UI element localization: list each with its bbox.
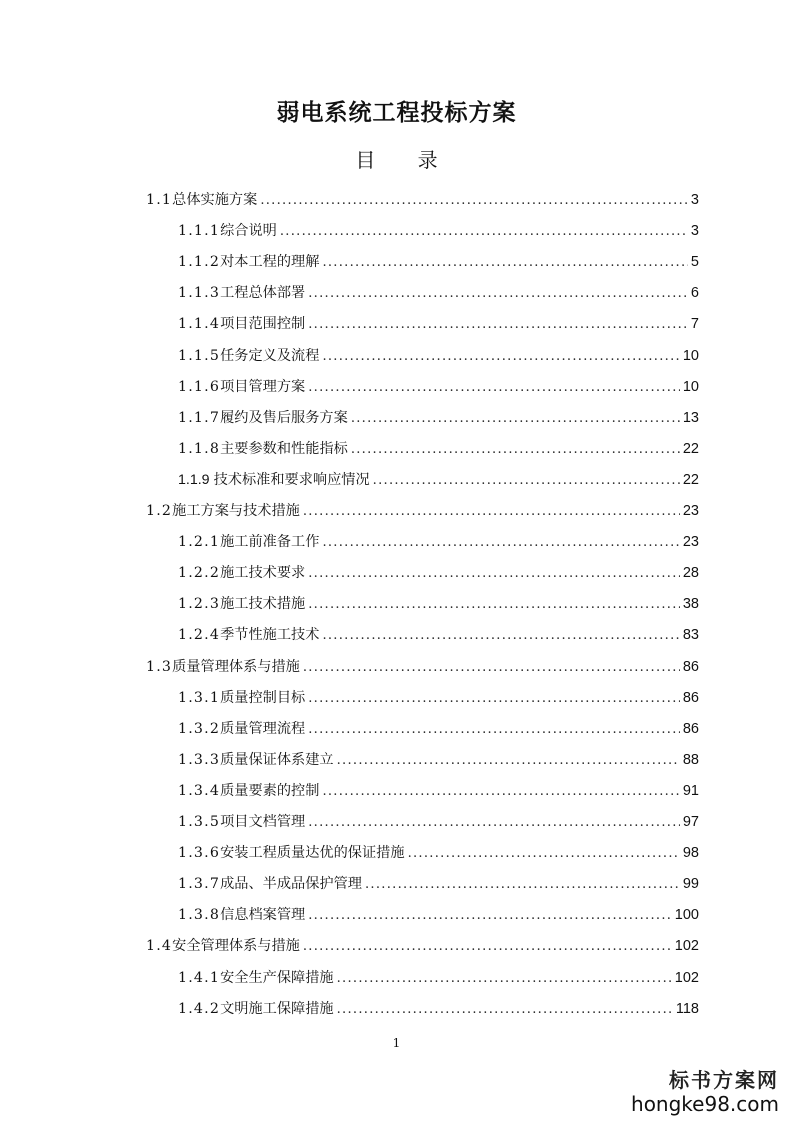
toc-leader-dots <box>303 504 680 519</box>
toc-entry-title: 项目文档管理 <box>220 814 306 830</box>
toc-entry-number: 1.1.4 <box>178 316 221 333</box>
toc-leader-dots <box>322 535 679 550</box>
toc-entry-number: 1.4 <box>146 938 173 955</box>
watermark <box>631 1068 779 1116</box>
toc-entry-number: 1.4.2 <box>178 1000 221 1017</box>
toc-entry-number: 1.2 <box>146 503 173 519</box>
toc-entry[interactable] <box>178 780 699 806</box>
toc-entry-page: 22 <box>682 440 699 457</box>
toc-entry-page: 97 <box>682 814 699 830</box>
toc-entry-title: 成品、半成品保护管理 <box>220 876 362 893</box>
toc-leader-dots <box>322 255 687 270</box>
toc-entry[interactable] <box>178 811 699 837</box>
toc-entry-title: 施工前准备工作 <box>220 534 320 551</box>
toc-entry-title: 安装工程质量达优的保证措施 <box>220 845 405 862</box>
toc-entry-number: 1.3.2 <box>178 720 221 737</box>
toc-entry[interactable] <box>178 687 699 713</box>
toc-leader-dots <box>308 380 680 395</box>
toc-entry-number: 1.3.1 <box>178 689 221 706</box>
toc-entry-page: 86 <box>682 720 699 737</box>
toc-entry-title: 综合说明 <box>220 223 277 240</box>
toc-entry-number: 1.1 <box>146 192 173 208</box>
toc-leader-dots <box>308 566 680 581</box>
toc-entry[interactable] <box>178 593 699 619</box>
toc-entry-page: 5 <box>690 254 699 271</box>
toc-leader-dots <box>408 846 680 861</box>
toc-entry-page: 99 <box>682 876 699 893</box>
toc-entry-title: 项目范围控制 <box>220 316 306 333</box>
toc-entry-page: 10 <box>682 347 699 364</box>
toc-entry-number: 1.3.5 <box>178 814 221 830</box>
toc-entry[interactable] <box>178 718 699 744</box>
toc-entry-number: 1.3 <box>146 658 173 675</box>
toc-entry-title: 工程总体部署 <box>220 285 306 302</box>
document-title: 弱电系统工程投标方案 <box>276 100 517 126</box>
toc-entry[interactable] <box>178 967 699 993</box>
toc-entry[interactable] <box>178 220 699 246</box>
toc-entry[interactable] <box>146 500 699 526</box>
toc-entry-title: 总体实施方案 <box>172 192 258 208</box>
toc-entry-page: 7 <box>690 316 699 333</box>
toc-entry-title: 质量要素的控制 <box>220 782 320 799</box>
toc-entry-title: 技术标准和要求响应情况 <box>213 471 370 488</box>
toc-entry-number: 1.2.3 <box>178 596 221 613</box>
toc-entry-title: 履约及售后服务方案 <box>220 409 348 426</box>
toc-entry-page: 13 <box>682 409 699 426</box>
toc-entry[interactable] <box>178 438 699 464</box>
toc-entry-number: 1.1.1 <box>178 223 221 240</box>
toc-entry-title: 质量管理流程 <box>220 720 306 737</box>
toc-leader-dots <box>308 597 680 612</box>
toc-entry-number: 1.2.1 <box>178 534 221 551</box>
toc-entry-page: 86 <box>682 689 699 706</box>
toc-entry[interactable] <box>178 904 699 930</box>
toc-entry-number: 1.3.8 <box>178 907 221 924</box>
toc-entry-page: 38 <box>682 596 699 613</box>
toc-entry-title: 对本工程的理解 <box>220 254 320 271</box>
toc-entry[interactable] <box>178 376 699 402</box>
toc-entry-title: 施工技术措施 <box>220 596 306 613</box>
toc-entry[interactable] <box>146 656 699 682</box>
toc-entry[interactable] <box>178 531 699 557</box>
toc-entry-title: 施工技术要求 <box>220 565 306 582</box>
toc-entry-title: 任务定义及流程 <box>220 347 320 364</box>
toc-entry-title: 安全生产保障措施 <box>220 969 334 986</box>
toc-entry-page: 102 <box>674 969 699 986</box>
toc-entry-title: 项目管理方案 <box>220 378 306 395</box>
toc-entry-page: 91 <box>682 782 699 799</box>
toc-leader-dots <box>308 815 680 830</box>
toc-entry-title: 安全管理体系与措施 <box>172 938 300 955</box>
toc-leader-dots <box>322 784 679 799</box>
toc-entry-page: 23 <box>682 534 699 551</box>
toc-entry[interactable] <box>178 345 699 371</box>
toc-entry-page: 88 <box>682 751 699 768</box>
toc-entry[interactable] <box>178 873 699 899</box>
toc-entry-title: 质量保证体系建立 <box>220 751 334 768</box>
toc-entry[interactable] <box>178 998 699 1024</box>
toc-entry-page: 10 <box>682 378 699 395</box>
toc-leader-dots <box>308 691 680 706</box>
toc-entry-number: 1.2.2 <box>178 565 221 582</box>
toc-leader-dots <box>303 939 672 954</box>
toc-entry-page: 118 <box>675 1000 699 1017</box>
toc-entry-title: 文明施工保障措施 <box>220 1000 334 1017</box>
toc-entry[interactable] <box>178 562 699 588</box>
toc-entry-title: 质量管理体系与措施 <box>172 658 300 675</box>
toc-entry[interactable] <box>146 189 699 215</box>
toc-leader-dots <box>322 628 679 643</box>
toc-entry-page: 86 <box>682 658 699 675</box>
toc-entry-number: 1.1.5 <box>178 347 221 364</box>
watermark-url: hongke98.com <box>631 1092 779 1116</box>
toc-leader-dots <box>351 411 680 426</box>
toc-leader-dots <box>308 908 672 923</box>
toc-entry[interactable] <box>178 282 699 308</box>
toc-leader-dots <box>322 349 679 364</box>
toc-leader-dots <box>373 473 680 488</box>
page-number: 1 <box>392 1036 401 1050</box>
toc-entry-page: 3 <box>690 192 699 208</box>
toc-leader-dots <box>351 442 680 457</box>
toc-entry-number: 1.3.4 <box>178 782 221 799</box>
toc-entry-title: 质量控制目标 <box>220 689 306 706</box>
toc-entry[interactable] <box>178 469 699 495</box>
toc-entry-number: 1.3.3 <box>178 751 221 768</box>
toc-leader-dots <box>308 286 688 301</box>
toc-leader-dots <box>260 193 688 208</box>
toc-entry-title: 季节性施工技术 <box>220 627 320 644</box>
toc-entry-number: 1.3.7 <box>178 876 221 893</box>
toc-entry-number: 1.1.7 <box>178 409 221 426</box>
toc-entry[interactable] <box>178 842 699 868</box>
toc-entry[interactable] <box>178 251 699 277</box>
toc-entry-page: 100 <box>674 907 699 924</box>
watermark-site-name: 标书方案网 <box>669 1068 779 1092</box>
toc-entry-number: 1.1.3 <box>178 285 221 302</box>
toc-entry-page: 98 <box>682 845 699 862</box>
toc-entry-number: 1.1.9 <box>178 471 210 488</box>
toc-entry-title: 信息档案管理 <box>220 907 306 924</box>
toc-leader-dots <box>308 722 680 737</box>
toc-entry[interactable] <box>178 624 699 650</box>
toc-leader-dots <box>280 224 688 239</box>
toc-leader-dots <box>337 753 680 768</box>
toc-leader-dots <box>308 317 688 332</box>
toc-heading: 目 录 <box>355 148 456 172</box>
toc-entry[interactable] <box>178 407 699 433</box>
toc-leader-dots <box>337 971 672 986</box>
toc-entry-page: 102 <box>674 938 699 955</box>
toc-entry-page: 28 <box>682 565 699 582</box>
toc-entry-number: 1.4.1 <box>178 969 221 986</box>
toc-leader-dots <box>337 1002 673 1017</box>
toc-entry-number: 1.2.4 <box>178 627 221 644</box>
toc-entry-number: 1.1.8 <box>178 440 221 457</box>
toc-leader-dots <box>365 877 680 892</box>
toc-entry-number: 1.1.2 <box>178 254 221 271</box>
toc-entry[interactable] <box>178 749 699 775</box>
toc-leader-dots <box>303 660 680 675</box>
toc-entry[interactable] <box>178 313 699 339</box>
toc-entry-number: 1.3.6 <box>178 845 221 862</box>
toc-entry-page: 23 <box>682 503 699 519</box>
toc-entry-number: 1.1.6 <box>178 378 221 395</box>
toc-entry-page: 6 <box>690 285 699 302</box>
toc-entry-title: 主要参数和性能指标 <box>220 440 348 457</box>
toc-entry-title: 施工方案与技术措施 <box>172 503 300 519</box>
toc-entry[interactable] <box>146 935 699 961</box>
toc-entry-page: 3 <box>690 223 699 240</box>
toc-entry-page: 22 <box>682 471 699 488</box>
toc-entry-page: 83 <box>682 627 699 644</box>
